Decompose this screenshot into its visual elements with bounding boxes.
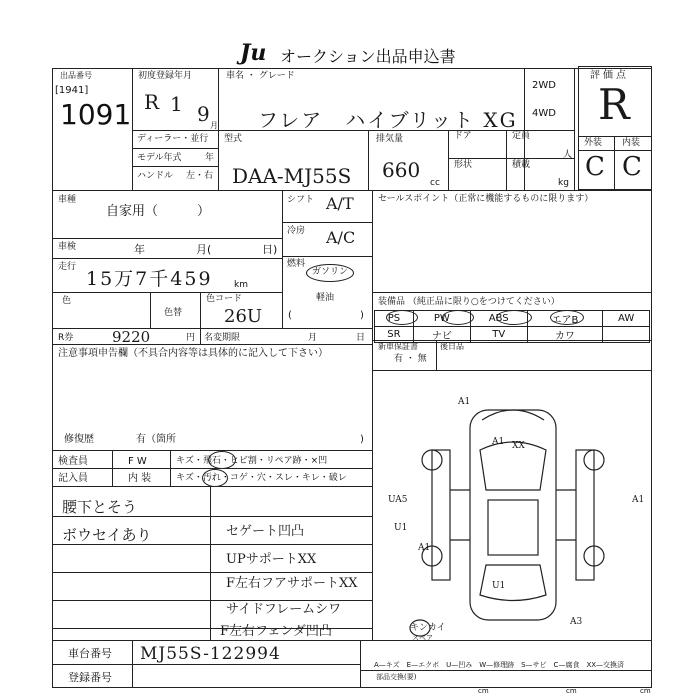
ac-value: A/C bbox=[326, 228, 356, 247]
remark-right-5: F左右フェンダ凹凸 bbox=[220, 624, 332, 639]
repair-label: 修復歴 bbox=[64, 434, 94, 445]
model-year-label: モデル年式 bbox=[137, 153, 182, 163]
notes-label: 注意事項申告欄（不具合内容等は具体的に記入して下さい） bbox=[58, 348, 328, 359]
auction-logo: Ju bbox=[240, 40, 267, 66]
recorder-items: キズ・汚れ・コゲ・穴・スレ・キレ・破レ bbox=[176, 473, 347, 483]
color-tone-label: 色替 bbox=[164, 308, 183, 318]
mileage-value: 15万7千459 bbox=[86, 268, 213, 290]
displacement-value: 660 bbox=[382, 158, 421, 182]
chassis-value: MJ55S-122994 bbox=[140, 644, 281, 664]
mark-u1-left: U1 bbox=[394, 523, 408, 533]
load-unit: kg bbox=[558, 178, 569, 188]
paren-open: ( bbox=[288, 310, 292, 321]
stain-circle bbox=[202, 469, 228, 487]
mark-a1-left-lower: A1 bbox=[418, 543, 431, 553]
legend-cm-2: cm bbox=[566, 687, 577, 695]
car-damage-diagram bbox=[380, 390, 650, 640]
drive-2wd: 2WD bbox=[532, 80, 556, 91]
recycle-value: 9220 bbox=[112, 328, 151, 346]
shift-label: シフト bbox=[287, 195, 315, 205]
rating-ext-label: 外装 bbox=[584, 138, 603, 148]
inspection-label: 車検 bbox=[58, 242, 77, 252]
name-change-day: 日 bbox=[356, 333, 366, 343]
flying-stone-circle bbox=[208, 451, 236, 469]
remark-right-4: サイドフレームシワ bbox=[226, 602, 342, 617]
usage-value: 自家用（ ） bbox=[106, 204, 211, 219]
first-reg-year: 1 bbox=[170, 92, 183, 116]
mark-a1-bonnet: A1 bbox=[492, 437, 505, 447]
color-label: 色 bbox=[62, 296, 72, 306]
equip-tv: TV bbox=[470, 327, 527, 343]
usage-label: 車種 bbox=[58, 195, 77, 205]
mark-ua5-left: UA5 bbox=[388, 495, 408, 505]
lot-number: 1091 bbox=[60, 98, 132, 131]
legend-cm-1: cm bbox=[478, 687, 489, 695]
name-change-label: 名変期限 bbox=[204, 333, 241, 343]
capacity-unit: 人 bbox=[563, 150, 573, 160]
mileage-unit: km bbox=[234, 280, 248, 290]
legend-cm-3: cm bbox=[640, 687, 651, 695]
drive-4wd: 4WD bbox=[532, 108, 556, 119]
remark-right-1: セゲート凹凸 bbox=[226, 524, 305, 539]
repair-paren-close: ) bbox=[360, 434, 364, 445]
recycle-label: R券 bbox=[58, 333, 74, 343]
mark-a1-top: A1 bbox=[458, 397, 471, 407]
equip-sr: SR bbox=[375, 327, 414, 343]
capacity-label: 定員 bbox=[512, 131, 531, 141]
lot-code: [1941] bbox=[55, 85, 89, 96]
equip-airbag: エアB bbox=[527, 311, 603, 327]
mark-a1-right: A1 bbox=[632, 495, 645, 505]
first-reg-month-unit: 月 bbox=[210, 121, 218, 130]
equip-abs: ABS bbox=[470, 311, 527, 327]
inspector-items: キズ・飛石・ヒビ割・リペア跡・×凹 bbox=[176, 456, 328, 466]
load-label: 積載 bbox=[512, 160, 531, 170]
legend-text: A—キズ E—エクボ U—凹み W—修理跡 S—サビ C—腐食 XX—交換済 bbox=[374, 661, 625, 669]
equip-pw: PW bbox=[413, 311, 470, 327]
first-reg-month: 9 bbox=[197, 102, 210, 126]
fuel-value: ガソリン bbox=[312, 267, 349, 277]
first-reg-era: R bbox=[144, 90, 160, 114]
recorder-inside: 内 装 bbox=[128, 473, 152, 484]
remark-right-3: F左右フアサポートXX bbox=[226, 576, 358, 591]
recorder-label: 記入員 bbox=[58, 473, 88, 484]
displacement-unit: cc bbox=[430, 178, 440, 188]
equip-pw-circle bbox=[442, 310, 474, 325]
remark-left-1: 腰下とそう bbox=[62, 498, 138, 516]
fuel-label: 燃料 bbox=[287, 259, 306, 269]
equip-airbag-circle bbox=[550, 310, 584, 325]
fuel-alt: 軽油 bbox=[316, 293, 335, 303]
doors-label: ドア bbox=[454, 131, 472, 141]
lot-label: 出品番号 bbox=[60, 71, 92, 80]
handle-label: ハンドル bbox=[137, 171, 174, 181]
rating-int-label: 内装 bbox=[622, 138, 641, 148]
color-code-label: 色コード bbox=[206, 294, 243, 304]
rating-ext-value: C bbox=[585, 152, 605, 182]
equip-ps-circle bbox=[386, 310, 418, 325]
remark-right-2: UPサポートXX bbox=[226, 552, 317, 567]
mark-u1-rear: U1 bbox=[492, 581, 506, 591]
dealer-label: ディーラー・並行 bbox=[137, 134, 209, 144]
rating-int-value: C bbox=[622, 152, 642, 182]
form-title: オークション出品申込書 bbox=[280, 47, 456, 66]
model-year-unit: 年 bbox=[205, 153, 215, 163]
handle-value: 左・右 bbox=[186, 171, 214, 181]
inspection-year: 年 bbox=[134, 243, 145, 256]
mileage-label: 走行 bbox=[58, 262, 77, 272]
record-label: 後日品 bbox=[440, 342, 464, 351]
remark-left-2: ボウセイあり bbox=[62, 526, 152, 544]
rating-label: 評価点 bbox=[590, 70, 629, 81]
equipment-label: 装備品 （純正品に限り○をつけてください） bbox=[378, 297, 560, 307]
mark-spare: スペア bbox=[412, 634, 433, 640]
paren-close: ) bbox=[360, 310, 364, 321]
legend-sub: 部品交換(要) bbox=[376, 673, 417, 681]
recycle-unit: 円 bbox=[186, 333, 196, 343]
equip-ps: PS bbox=[375, 311, 414, 327]
equip-leather: カワ bbox=[527, 327, 603, 343]
name-change-month: 月 bbox=[308, 333, 318, 343]
inspection-day: 日) bbox=[262, 243, 278, 256]
equip-navi: ナビ bbox=[413, 327, 470, 343]
type-value: DAA-MJ55S bbox=[232, 164, 352, 188]
repair-value: 有（箇所 bbox=[136, 434, 176, 445]
color-code-value: 26U bbox=[224, 306, 263, 327]
displacement-label: 排気量 bbox=[376, 134, 404, 144]
registration-label: 登録番号 bbox=[68, 671, 112, 684]
shift-value: A/T bbox=[326, 194, 354, 213]
chassis-label: 車台番号 bbox=[68, 647, 112, 660]
inspector-label: 検査員 bbox=[58, 456, 88, 467]
shape-label: 形状 bbox=[454, 160, 473, 170]
inspector-fw: F W bbox=[128, 456, 147, 467]
mark-xx-bonnet: XX bbox=[512, 441, 525, 451]
type-label: 型式 bbox=[224, 134, 243, 144]
inspection-month: 月( bbox=[196, 243, 212, 256]
equip-aw: AW bbox=[603, 311, 650, 327]
new-warranty-label: 新車保証書 bbox=[378, 342, 418, 351]
equip-abs-circle bbox=[496, 310, 532, 325]
car-name-value: フレア ハイブリット XG bbox=[258, 108, 518, 132]
first-reg-label: 初度登録年月 bbox=[138, 71, 193, 81]
mark-kinkai: キンカイ bbox=[410, 623, 446, 633]
ac-label: 冷房 bbox=[287, 226, 306, 236]
rating-value: R bbox=[598, 80, 630, 129]
sales-points-label: セールスポイント（正常に機能するものに限ります） bbox=[378, 194, 594, 204]
new-warranty-value: 有 ・ 無 bbox=[394, 354, 427, 364]
car-name-label: 車名 ・ グレード bbox=[226, 71, 295, 81]
mark-a3-rear: A3 bbox=[570, 617, 583, 627]
